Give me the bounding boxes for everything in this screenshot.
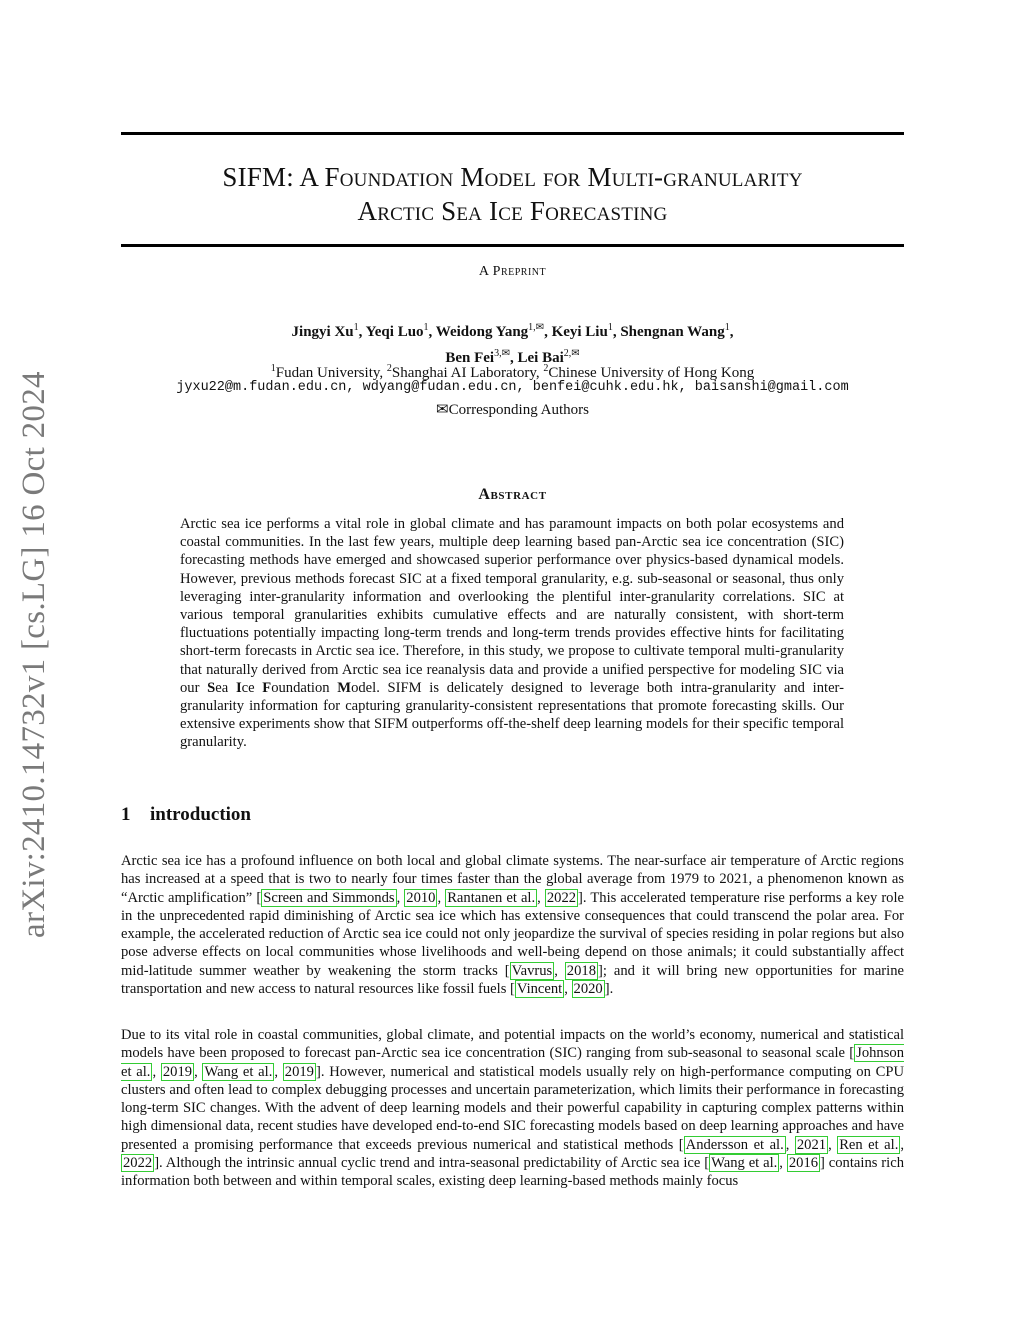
title-fragment: I [489, 196, 499, 226]
citation-link[interactable]: 2019 [284, 1063, 314, 1080]
citation-link[interactable]: Screen and Simmonds [263, 889, 395, 906]
citation-link[interactable]: Vavrus [511, 962, 553, 979]
text-run: ]. This accelerated temperature rise performs a key role in the unprecedented rapid diminishing of Arctic sea ice which has extensive consequences that could transcend the polar area. For example, the accelerated reduction of Arctic sea ice could not only jeopardize the survival of species residing in polar regions but also pose adverse effects on local communities whose livelihoods and well-being depend on those animals; it could substantially affect mid-latitude summer weather by weakening the storm tracks [ [121, 889, 905, 979]
title-fragment: S [441, 196, 457, 226]
author-affiliation-mark: 1 [724, 322, 730, 333]
title-fragment: M [460, 162, 485, 192]
author-affiliation-mark: 1 [353, 322, 359, 333]
author-affiliation-mark: 2,✉ [563, 348, 580, 359]
title-fragment: rctic [377, 196, 442, 226]
citation-link[interactable]: 2019 [162, 1063, 193, 1080]
author-affiliation-mark: 1 [607, 322, 613, 333]
citation-link[interactable]: Ren et al. [839, 1136, 899, 1153]
text-run: , [194, 1063, 203, 1080]
text-run: , [152, 1063, 161, 1080]
citation-link[interactable]: 2018 [566, 962, 596, 979]
section-title: introduction [150, 804, 252, 825]
paragraph [121, 852, 904, 998]
title-rule-top [121, 132, 904, 135]
author-name: Shengnan Wang [620, 324, 725, 340]
abstract-body [180, 515, 844, 752]
affiliation-number: 2 [543, 363, 549, 374]
section-number: 1 [121, 804, 131, 825]
citation-link[interactable]: 2022 [123, 1155, 153, 1172]
text-run: ] contains rich information both between and within temporal scales, existing deep learning-based methods mainly focus [121, 1155, 904, 1190]
title-fragment: ce [498, 196, 530, 226]
text-run: , [779, 1155, 787, 1172]
citation-link[interactable]: Vincent [516, 981, 563, 998]
text-run: oundation [271, 679, 338, 696]
author-name: Yeqi Luo [365, 324, 424, 340]
author-name: Lei Bai [517, 350, 564, 366]
abstract-heading: Abstract [478, 486, 547, 503]
author-line-2: Ben Fei$^{3,✉}$, Lei Bai$^{2,✉}$ [445, 348, 580, 366]
text-run: ]. Although the intrinsic annual cyclic trend and intra-seasonal predictability of Arctic sea ice [ [154, 1155, 710, 1172]
title-fragment: odel for [484, 162, 588, 192]
author-emails: jyxu22@m.fudan.edu.cn, wdyang@fudan.edu.cn, benfei@cuhk.edu.hk, baisanshi@gmail.com [176, 380, 849, 395]
citation-link[interactable]: Rantanen et al. [447, 889, 536, 906]
author-name: Jingyi Xu [291, 324, 354, 340]
author-name: Ben Fei [445, 350, 495, 366]
title-fragment: ea [456, 196, 490, 226]
citation-link[interactable]: Andersson et al. [685, 1136, 784, 1153]
citation-link[interactable]: Wang et al. [204, 1063, 273, 1080]
section-heading [121, 804, 904, 826]
author-affiliation-mark: 3,✉ [494, 348, 510, 359]
text-run: ]. However, numerical and statistical models usually rely on high-performance computing on CPU clusters and often lead to complex debugging processes and uncertain parameterization, which limits their performance in forecasting long-term SIC changes. With the advent of deep learning models and their powerful capability in capturing complex patterns within high dimensional data, recent studies have developed end-to-end SIC forecasting models based on deep learning approaches and have presented a promising performance that exceeds previous numerical and statistical methods [ [121, 1063, 905, 1153]
title-fragment: ulti-granularity [611, 162, 803, 192]
arxiv-identifier: arXiv:2410.14732v1 [cs.LG] 16 Oct 2024 [16, 371, 52, 938]
title-fragment: orecasting [545, 196, 668, 226]
affiliation-name: Shanghai AI Laboratory [391, 365, 536, 381]
text-run: Due to its vital role in coastal communities, global climate, and potential impacts on the world’s economy, numerical and statistical models have been proposed to forecast pan-Arctic sea ice concentration (SIC) ranging from sub-seasonal to seasonal scale [ [121, 1027, 904, 1062]
text-run: Arctic sea ice has a profound influence on both local and global climate systems. The near-surface air temperature of Arctic regions has increased at a speed that is two to nearly four times faster than the global average from 1979 to 2021, a phenomenon known as “Arctic amplification” [ [121, 853, 904, 906]
author-affiliation-mark: 1 [423, 322, 429, 333]
citation-link[interactable]: Wang et al. [711, 1155, 778, 1172]
citation-link[interactable]: 2021 [796, 1136, 827, 1153]
text-run: odel. SIFM is delicately designed to leverage both intra-granularity and inter-granularity information for capturing granularity-consistent representations that promote forecasting skills. Our extensive experiments show that SIFM outperforms off-the-shelf deep learning models for their specific temporal granularity. [180, 679, 844, 751]
text-run: , [785, 1136, 795, 1153]
paper-title [121, 160, 904, 228]
text-run: ]; and it will bring new opportunities for marine transportation and new access to natural resources like fossil fuels [ [121, 962, 904, 998]
text-run: , [396, 889, 405, 906]
text-run: , [274, 1063, 283, 1080]
affiliation-name: Chinese University of Hong Kong [548, 365, 755, 381]
text-run: , [437, 889, 446, 906]
citation-link[interactable]: 2016 [788, 1155, 819, 1172]
bold-text: M [337, 679, 352, 696]
bold-text: F [262, 679, 272, 696]
affiliation-number: 2 [386, 363, 392, 374]
title-rule-bottom [121, 244, 904, 247]
author-name: Keyi Liu [551, 324, 608, 340]
author-affiliation-mark: 1,✉ [528, 322, 545, 333]
citation-link[interactable]: 2010 [406, 889, 436, 906]
text-run: ce [241, 679, 263, 696]
citation-link[interactable]: 2020 [573, 981, 603, 998]
title-fragment: F [529, 196, 546, 226]
text-run: Arctic sea ice performs a vital role in global climate and has paramount impacts on both polar ecosystems and coastal communities. In the last few years, multiple deep learning based pan-Arctic sea ice concentration (SIC) forecasting methods have emerged and showcased superior performance over physics-based dynamical models. However, previous methods forecast SIC at a fixed temporal granularity, e.g. sub-seasonal or seasonal, thus only leveraging inter-granularity information and overlooking the plentiful inter-granularity correlations. SIC at various temporal granularities exhibits cumulative effects and are naturally consistent, with short-term fluctuations potentially impacting long-term trends and long-term trends provides effective hints for facilitating short-term forecasts in Arctic sea ice. Therefore, in this study, we propose to cultivate temporal multi-granularity that naturally derived from Arctic sea ice reanalysis data and provide a unified perspective for modeling SIC via our [180, 516, 844, 696]
paragraph [121, 1026, 904, 1191]
title-fragment: M [587, 162, 612, 192]
author-line-1: Jingyi Xu$^1$, Yeqi Luo$^1$, Weidong Yang$^{1,✉}$, Keyi Liu$^1$, Shengnan Wang$^1$, [291, 322, 734, 340]
title-fragment: Foundation [324, 162, 461, 192]
citation-link[interactable]: 2022 [546, 889, 577, 906]
text-run: ]. [604, 981, 614, 998]
bold-text: I [235, 679, 242, 696]
author-name: Weidong Yang [435, 324, 529, 340]
text-run: , [900, 1136, 905, 1153]
affiliation-number: 1 [270, 363, 276, 374]
affiliation-name: Fudan University [275, 365, 380, 381]
preprint-label: A Preprint [478, 264, 547, 279]
text-run: , [564, 981, 572, 998]
corresponding-note: ✉Corresponding Authors [436, 402, 589, 418]
title-fragment: SIFM: A [222, 162, 325, 192]
bold-text: S [207, 679, 216, 696]
affiliations: $^1$Fudan University, $^2$Shanghai AI Laboratory, $^2$Chinese University of Hong Kong [270, 363, 755, 381]
text-run: ea [215, 679, 236, 696]
citation-link[interactable]: Johnson et al. [121, 1045, 904, 1080]
text-run: , [828, 1136, 838, 1153]
text-run: , [554, 962, 565, 979]
text-run: , [537, 889, 545, 906]
title-fragment: A [357, 196, 378, 226]
